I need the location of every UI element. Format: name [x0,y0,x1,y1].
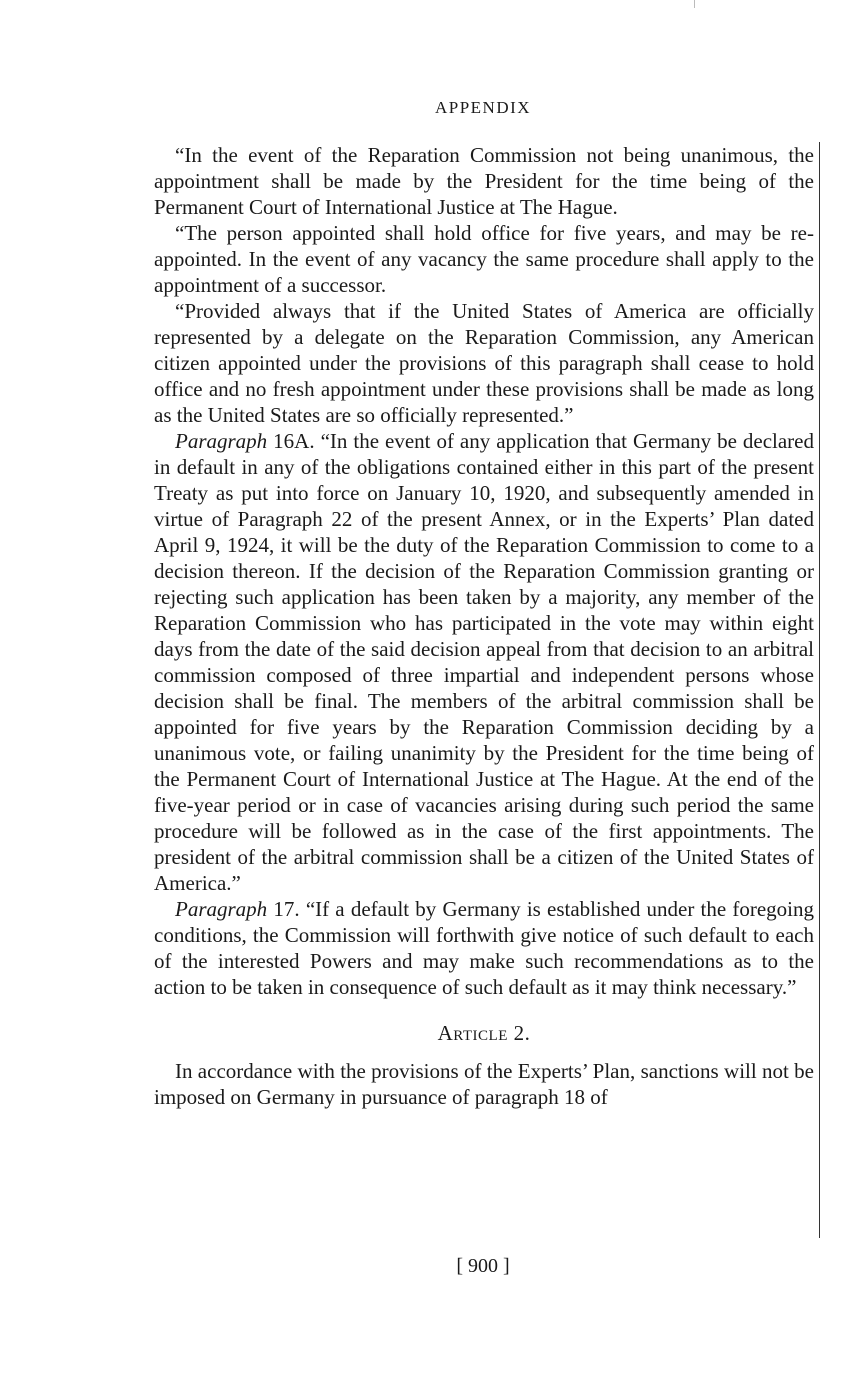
paragraph-17-number: 17. [267,897,300,921]
body-text [154,142,814,1110]
paragraph-term-of-office: “The person appointed shall hold office for five years, and may be re-appointed. In the event of any vacancy the same procedure shall apply to the appointment of a successor. [154,221,814,297]
paragraph-16a [154,428,814,896]
paragraph-17-text: “If a default by Germany is established under the foregoing conditions, the Commission will forthwith give notice of such default to each of the interested Powers and may make such recommendations as to the action to be taken in consequence of such default as it may think necessary.” [154,897,814,999]
scan-artifact-mark [694,0,695,8]
page-number: [ 900 ] [456,1255,510,1277]
paragraph-unanimous-appointment: “In the event of the Reparation Commission not being unanimous, the appointment shall be made by the President for the time being of the Permanent Court of International Justice at The Hague. [154,143,814,219]
paragraph-16a-number: 16A. [267,429,315,453]
paragraph-17 [154,896,814,1000]
margin-rule [819,142,820,1238]
paragraph-american-delegate-proviso: “Provided always that if the United States of America are officially represented by a delegate on the Reparation Commission, any American citizen appointed under the provisions of this paragraph shall cease to hold office and no fresh appointment under these provisions shall be made as long as the United States are so officially represented.” [154,299,814,427]
article-heading: Article 2. [437,1021,531,1045]
paragraph-16a-text: “In the event of any application that Germany be declared in default in any of the obligations contained either in this part of the present Treaty as put into force on January 10, 1920, and subsequently amended in virtue of Paragraph 22 of the present Annex, or in the Experts’ Plan dated April 9, 1924, it will be the duty of the Reparation Commission to come to a decision thereon. If the decision of the Reparation Commission granting or rejecting such application has been taken by a majority, any member of the Reparation Commission who has participated in the vote may within eight days from the date of the said decision appeal from that decision to an arbitral commission composed of three impartial and independent persons whose decision shall be final. The members of the arbitral commission shall be appointed for five years by the Reparation Commission deciding by a unanimous vote, or failing unanimity by the President for the time being of the Permanent Court of International Justice at The Hague. At the end of the five-year period or in case of vacancies arising during such period the same procedure will be followed as in the case of the first appointments. The president of the arbitral commission shall be a citizen of the United States of America.” [154,429,814,895]
article-2-text: In accordance with the provisions of the Experts’ Plan, sanctions will not be imposed on Germany in pursuance of paragraph 18 of [154,1059,814,1109]
running-title: APPENDIX [434,98,532,117]
paragraph-17-label: Paragraph [175,897,268,921]
paragraph-16a-label: Paragraph [175,429,268,453]
